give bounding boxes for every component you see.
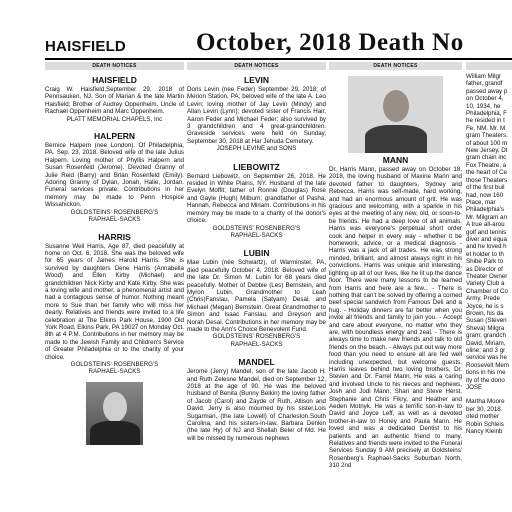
notice-name: LUBIN [243, 248, 270, 259]
funeral-home: GOLDSTEINS' ROSENBERG'S [70, 208, 159, 216]
notice-line: New Jersey, Dt [466, 147, 508, 155]
notice-line: Mr. Milgram an [466, 213, 507, 221]
column-1 [45, 62, 184, 512]
notice-line: Shibe Park to [466, 258, 504, 266]
notice-line: father, grandf [466, 80, 503, 88]
section-label: DEATH NOTICES [45, 62, 184, 70]
notice-name: HARRIS [98, 231, 131, 242]
portrait-head [383, 90, 409, 122]
notice-line: gram chain inc [466, 154, 507, 162]
notice-name: LIEBOWITZ [233, 161, 280, 172]
notice-line: passed away p [466, 87, 508, 95]
funeral-home: GOLDSTEINS' ROSENBERG'S [212, 224, 301, 232]
notice-line: A true all-arou [466, 221, 505, 229]
notice-name: HAISFIELD [92, 75, 137, 85]
notice-name: MANDEL [238, 357, 275, 368]
notice-line: golf and tennis [466, 228, 507, 236]
column-2 [187, 62, 326, 512]
notice-line: William Milgr [466, 73, 502, 80]
funeral-home: GOLDSTEINS' ROSENBERG'S [212, 333, 301, 341]
notice-line: Roosevelt Mem [466, 361, 509, 369]
column-4 [466, 62, 512, 512]
notice-line: Sheva) Milgra [466, 324, 505, 332]
notice-body: Dr. Harris Mann, passed away on October 18, 2018, the loving husband of Maxine Mann and devoted father to daughters, Sydney and Rebecca. Harris was self-made, hard working, and had an enormous amount of grit. He was gracious and welcoming, with a sparkle in his eyes at the meeting of any new, old, or soon-to-be friends. He had a deep love of all animals. Harris was everyone's perpetual short order cook and helper in every way - whether it be homework, advice, or a medical diagnosis - Harris was a jack of all trades. He was strong minded, brilliant, and almost always right in his convictions. Harris was unique and interesting, lighting up all of our lives, like he lit up the dance floor. There were many lessons to be learned from Harris and here are a few... - There is nothing that can't be solved by offering a corned beef special sandwich from Famous Deli and a hug. - Holiday dinners are far better when you invite all friends and family to join you. - Accept and care about everyone, no matter who they are, with boundless energy and zeal. - There is always time to make new friends and talk to old friends on the beach. - Always put out way more food than you need to ensure all are fed well including unexpected, but welcome guests. Harris leaves behind two loving brothers, Dr. Steven and Dr. Farrel Mann. He was a caring and involved Uncle to his nieces and nephews, Josh and Jodi Mann, Shari and Steve Herst, Stephanie and Chris Fikry, and Heather and Aeden Motnyk. He was a terrific son-in-law to David and Joyce Leff, as well as a devoted brother-in-law to Honey and Paula Mann. He loved and was a dedicated Dentist to his patients and an authentic friend to many. Relatives and friends were invited to the Funeral Services Sunday 9 AM precisely at Goldsteins' Rosenberg's Raphael-Sacks Suburban North, 310 2nd [329, 166, 462, 470]
column-3 [329, 62, 462, 512]
notice-line: Brown, his da [466, 310, 504, 317]
notice-line: gram; grandch [466, 332, 506, 340]
notice-line: ber 30, 2018. [466, 405, 503, 413]
notice-body: Doris Levin (nee Feder) September 29, 2018; of Merion Station, PA; beloved wife of the late A. Leo Levin; loving mother of Jay Levin (Mindy) and Allan Levin (Lynn); devoted sister of Francis Hair, Aaron Feder and Michael Feder; also survived by 3 grandchildren and 4 great-grandchildren. Graveside services were held on Sunday, September 30, 2018 at Har Jehuda Cemetery. [187, 86, 326, 145]
notice-line: and he loved h [466, 243, 507, 251]
funeral-home: RAPHAEL-SACKS [230, 231, 283, 239]
notice-line: Nancy Kleinb [466, 428, 503, 436]
portrait-suit [90, 421, 140, 445]
notice-line: on October 4, [466, 95, 504, 103]
truncated-notice-text [466, 73, 512, 436]
notice-line: Chamber of Co [466, 287, 508, 295]
funeral-home: RAPHAEL-SACKS [230, 340, 283, 348]
header-rule [45, 58, 512, 60]
notice-line: Theater Owner [466, 272, 508, 280]
section-label-blank [466, 62, 512, 70]
notice-line: Joyce, he is s [466, 302, 504, 310]
funeral-home: RAPHAEL-SACKS [88, 216, 141, 224]
notice-name: HALPERN [93, 131, 136, 142]
notice-line: oline; and 3 gr [466, 347, 506, 355]
notice-line: ity of the dono [466, 376, 505, 384]
notice-line: Army. Prede [466, 295, 500, 303]
notice-name: MANN [382, 155, 409, 165]
notice-line: he resided in t [466, 117, 505, 125]
portrait-photo [348, 76, 443, 153]
funeral-home: GOLDSTEINS' ROSENBERG'S [70, 361, 159, 368]
portrait-photo [86, 382, 143, 445]
notice-body: Mae Lubin (née Schwartz), of Warminster, PA, died peacefully October 4, 2018. Beloved wife of the late Dr. Simon M. Lubin for 68 years died peacefully. Mother of Debbie (Les) Bernstein, and Myron Lubin. Grandmother to Leah (Chris)Fanslau, Pamela (Satyam) Desai, and Michael (Megan) Bernstein. Great Grandmother to Simon and Isaac Fanslau, and Greyson and Norah Desai. Contributions in her memory may be made to the Ann's Choice Benevolent Fund. [187, 259, 326, 333]
notice-body: Craig W. Haisfield,September 29, 2018 of Pennsauken, NJ. Son of Marian & the late Martin Haisfield; Brother of Audrey Oppenheim. Uncle of Rachael Oppenheim and Marc Oppenheim. [45, 86, 184, 116]
notice-line: Fe, NM. Mr. M [466, 124, 506, 132]
notice-line: tions in his me [466, 369, 506, 377]
page-header-left: HAISFIELD [45, 38, 126, 55]
notice-line: service was he [466, 354, 507, 362]
funeral-home: PLATT MEMORIAL CHAPELS, Inc [66, 115, 163, 123]
notice-line: David, Miriam, [466, 339, 506, 347]
notice-line: as Director of [466, 265, 503, 273]
notice-line: et holder to th [466, 250, 504, 258]
notice-line: had, now 160 [466, 191, 504, 199]
notice-name: LEVIN [243, 75, 270, 85]
notice-line: of the first buil [466, 184, 505, 192]
notice-line: Philadelphia's [466, 206, 504, 214]
funeral-home: JOSEPH LEVINE and SONS [216, 145, 297, 153]
notice-line: 10, 1934, he [466, 102, 501, 110]
notice-line: of about 100 m [466, 139, 508, 147]
notice-line: Fox Theatre, a [466, 161, 507, 169]
notice-line: gram Theaters. [466, 132, 508, 140]
notice-line: the heart of Ce [466, 169, 507, 177]
funeral-home: RAPHAEL-SACKS [88, 368, 141, 376]
notice-line: Susan (Steven [466, 317, 507, 325]
notice-line: diver and equa [466, 235, 507, 243]
notice-body: Susanne Weil Harris, Age 87, died peacefully at home on Oct. 6, 2018. She was the beloved wife for 65 years of James Harold Harris. She is survived by daughters Dene Harris (Annabella Wood) and Ellen Kirby (Michael) and grandchildren Nick Kirby and Kate Kirby. She was a loving wife and mother, a phenomenal artist and had a contagious sense of humor. Nothing meant more to Sue than her family who will miss her dearly. Relatives and friends were invited to a life celebration at The Elkins Park House, 1900 Old York Road, Elkins Park, PA 19027 on Monday Oct. 8th at 4 P.M. Contributions in her memory may be made to the Jewish Family and Children's Service of Greater Philadelphia or to the charity of your choice. [45, 242, 184, 361]
notice-line: Variety Club a [466, 280, 505, 288]
section-label: DEATH NOTICES [329, 62, 462, 70]
notice-body: Jerome (Jerry) Mandel, son of the late Jacob H. and Ruth Zelesne Mandel, died on September 12, 2018 at the age of 90. He was the beloved husband of Benita (Bunny Belkin) the loving father of Jacob (Carol) and Zayde of Ruth, Allison and David. Jerry is also mourned by his sister,Lois Sugarman, (the late Lowell) of Charleston.South Carolina, and his sisters-in-law, Barbara Denkin (the late Hy) of NJ and Shellah Beler of Md. He will be missed by numerous nephews [187, 368, 326, 442]
page-title: October, 2018 Death No [196, 29, 464, 56]
portrait-head [103, 392, 127, 422]
notice-line: JOSE [466, 384, 483, 392]
notice-line: Martha Moore [466, 398, 505, 406]
notice-line: Philadelphia, F [466, 110, 507, 118]
portrait-suit [365, 125, 427, 153]
notice-line: oted mother [466, 413, 500, 421]
notice-line: Place, mar [466, 198, 496, 206]
notice-body: Bernard Liebowitz, on September 26, 2018. He resided in White Plains, NY. Husband of the late Evelyn Moffit; father of Ronnie (Douglas) Rose and Gayle (Hugh) Milburn; grandfather of Pasha, Hannah, Rebecca and Miriam. Contributions in his memory may be made to a charity of the donor's choice. [187, 172, 326, 225]
section-label: DEATH NOTICES [187, 62, 326, 70]
notice-body: Bernice Halpern (nee London). Of Philadelphia, PA. Sep. 23, 2018. Beloved wife of the late Julius Halpern. Loving mother of Phyllis Halpern and Susan Rosenfeld (Jerome). Devoted Granny of Julie Reid (Barry) and Brian Rosenfeld (Emily). Adoring Granny of Dylan, Jonah, Halie, Jordan. Funeral services private. Contributions in her memory may be made to Penn Hospice Wissahickon. [45, 142, 184, 209]
notice-line: those Theaters [466, 176, 508, 184]
notice-line: Robin Schleis [466, 420, 504, 428]
